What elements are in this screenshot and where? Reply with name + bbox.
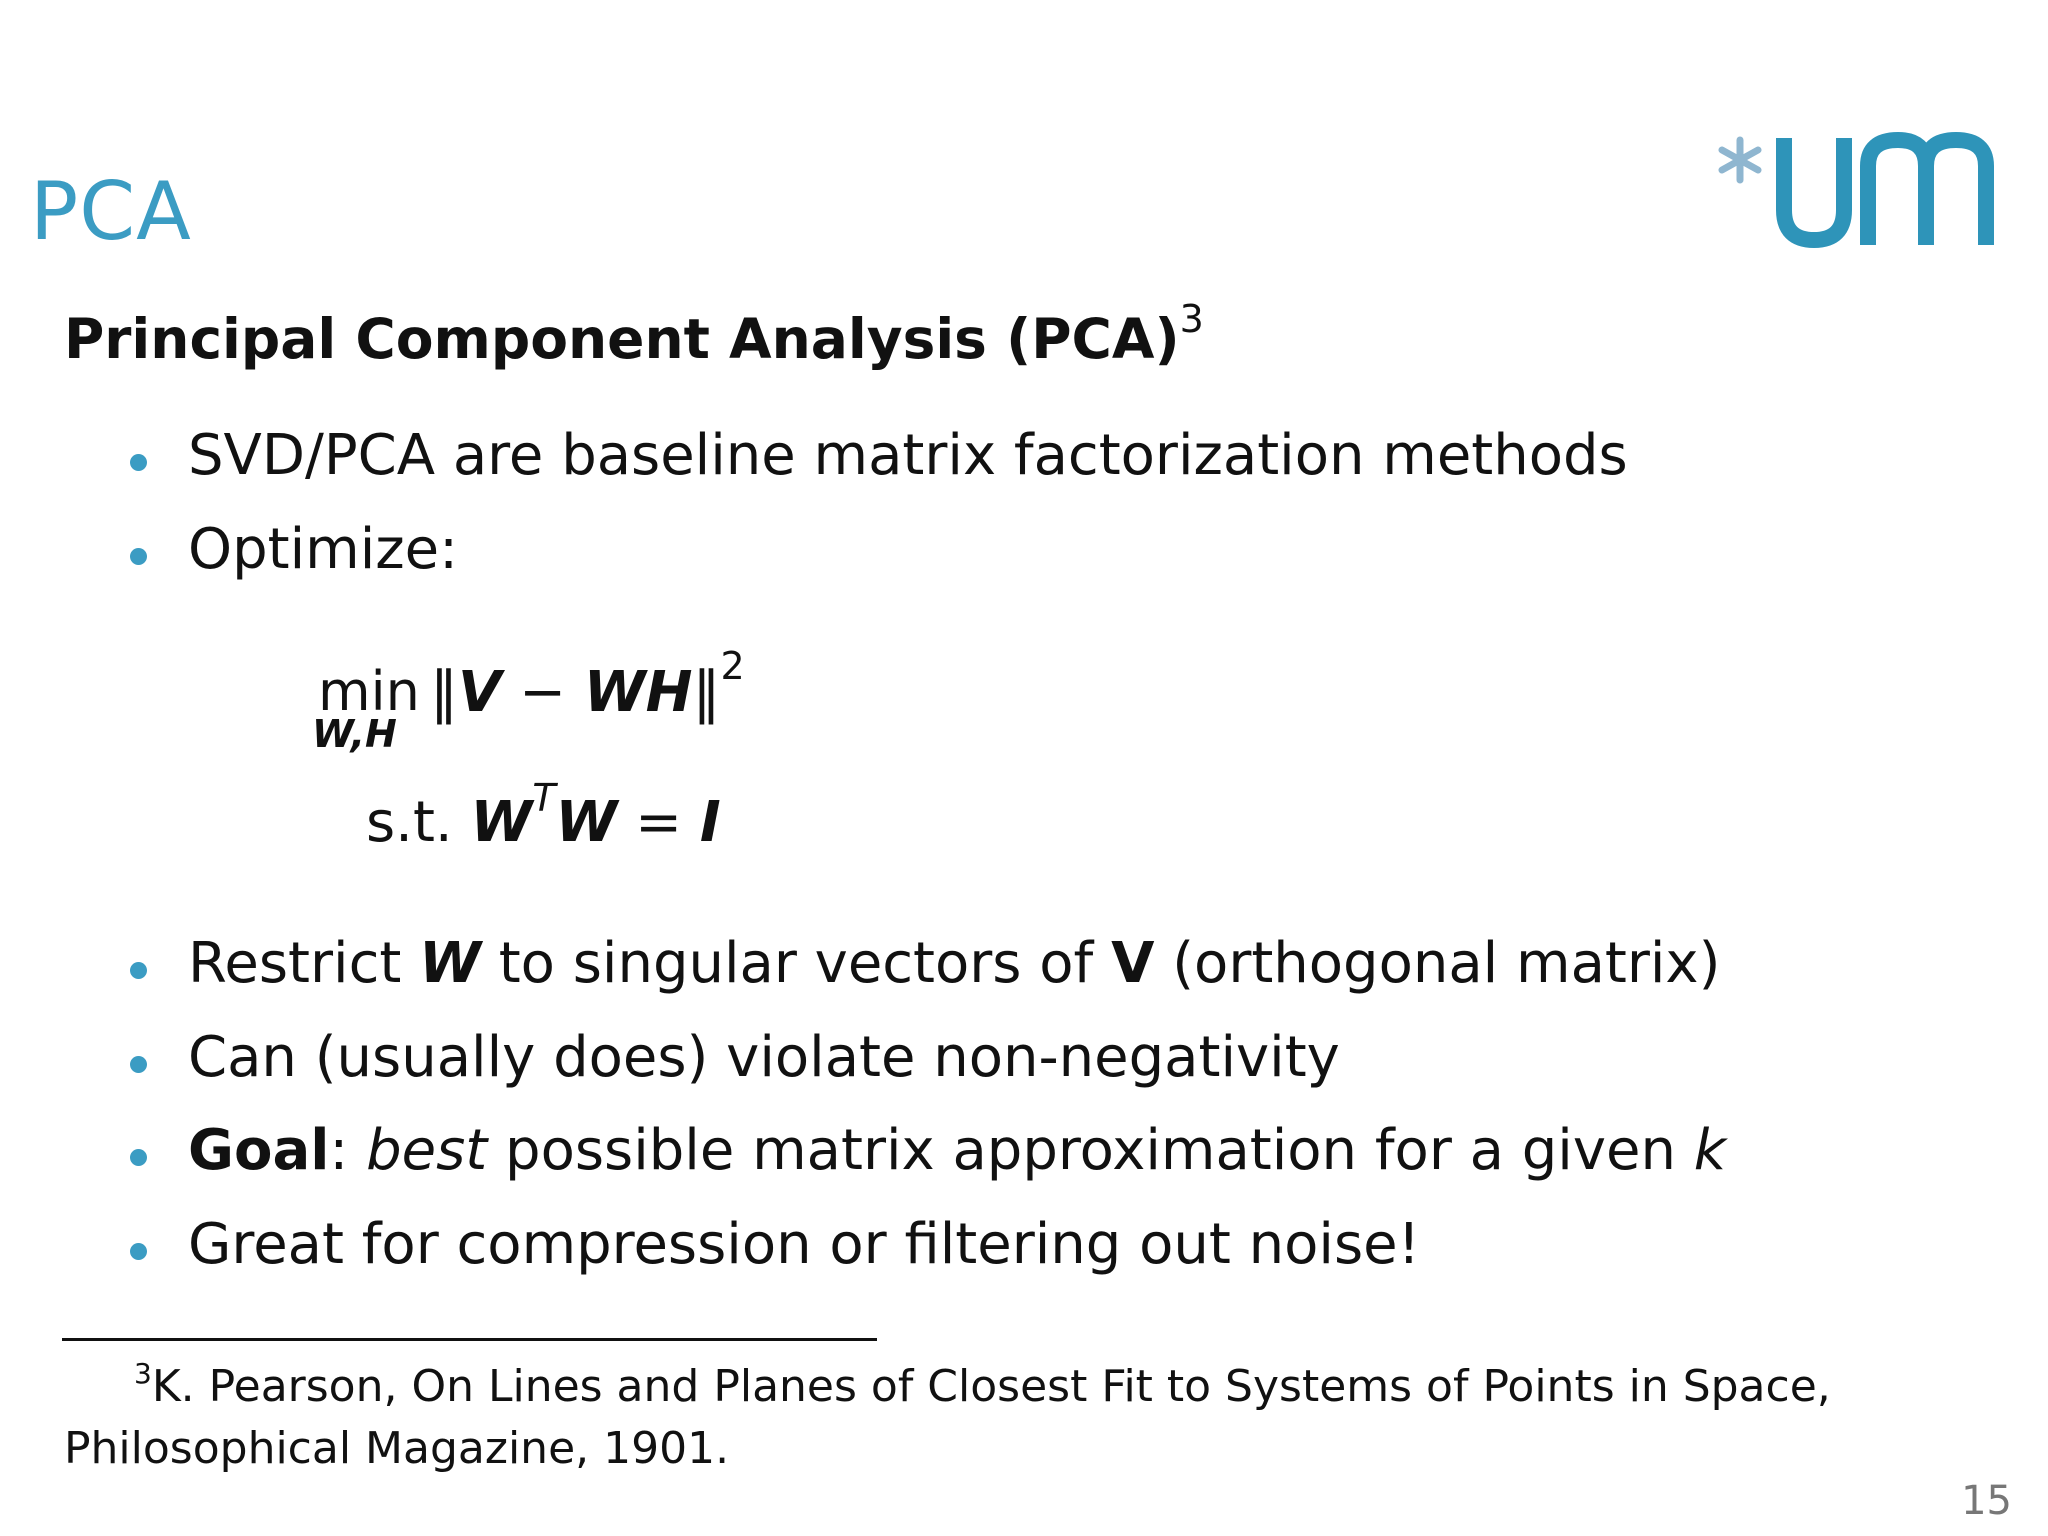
eq-equals: = bbox=[617, 790, 700, 855]
u-letter bbox=[1784, 138, 1844, 240]
text: : bbox=[329, 1118, 367, 1183]
best-emphasis: best bbox=[366, 1118, 488, 1183]
text: Restrict bbox=[188, 931, 420, 996]
math-v: V bbox=[1111, 931, 1155, 996]
m-letter bbox=[1868, 140, 1986, 245]
text: possible matrix approximation for a given bbox=[487, 1118, 1694, 1183]
eq-identity: I bbox=[699, 790, 721, 855]
eq-norm-close: ‖ bbox=[692, 660, 721, 725]
eq-st-label: s.t. bbox=[366, 790, 471, 855]
bullet-svd-pca: SVD/PCA are baseline matrix factorization methods bbox=[188, 423, 1628, 488]
section-heading bbox=[64, 297, 1204, 371]
eq-w1: W bbox=[470, 790, 533, 855]
bullet-goal bbox=[188, 1118, 1727, 1183]
page-number: 15 bbox=[1961, 1478, 2012, 1524]
footnote-line-1 bbox=[64, 1356, 1944, 1418]
eq-constraint bbox=[366, 776, 721, 855]
footnote-line-2: Philosophical Magazine, 1901. bbox=[64, 1423, 730, 1474]
text: (orthogonal matrix) bbox=[1154, 931, 1721, 996]
eq-v: V bbox=[458, 660, 502, 725]
eq-minus: − bbox=[501, 660, 584, 725]
eq-w2: W bbox=[555, 790, 618, 855]
footnote-marker: 3 bbox=[1179, 297, 1204, 341]
goal-label: Goal bbox=[188, 1118, 330, 1183]
section-heading-text: Principal Component Analysis (PCA) bbox=[64, 307, 1180, 371]
asterisk-icon bbox=[1722, 140, 1758, 180]
math-k: k bbox=[1693, 1118, 1727, 1183]
footnote bbox=[64, 1356, 1944, 1480]
eq-subscript: W,H bbox=[312, 712, 397, 756]
eq-wh: WH bbox=[583, 660, 693, 725]
math-w: W bbox=[419, 931, 481, 996]
slide-title: PCA bbox=[30, 165, 192, 258]
text: to singular vectors of bbox=[480, 931, 1112, 996]
eq-objective bbox=[430, 644, 745, 725]
eq-transpose: T bbox=[532, 776, 556, 820]
optimization-equation bbox=[310, 640, 790, 870]
bullet-non-negativity: Can (usually does) violate non-negativity bbox=[188, 1025, 1340, 1090]
bullet-optimize: Optimize: bbox=[188, 517, 458, 582]
footnote-number: 3 bbox=[134, 1357, 152, 1390]
eq-min: min bbox=[318, 660, 420, 723]
um-logo bbox=[1718, 120, 2003, 255]
eq-power: 2 bbox=[720, 644, 745, 688]
eq-norm-open: ‖ bbox=[430, 660, 458, 725]
bullet-compression: Great for compression or filtering out noise! bbox=[188, 1212, 1421, 1277]
footnote-text-1: K. Pearson, On Lines and Planes of Closest Fit to Systems of Points in Space, bbox=[151, 1361, 1831, 1412]
bullet-restrict bbox=[188, 931, 1721, 996]
footnote-divider bbox=[62, 1338, 877, 1341]
